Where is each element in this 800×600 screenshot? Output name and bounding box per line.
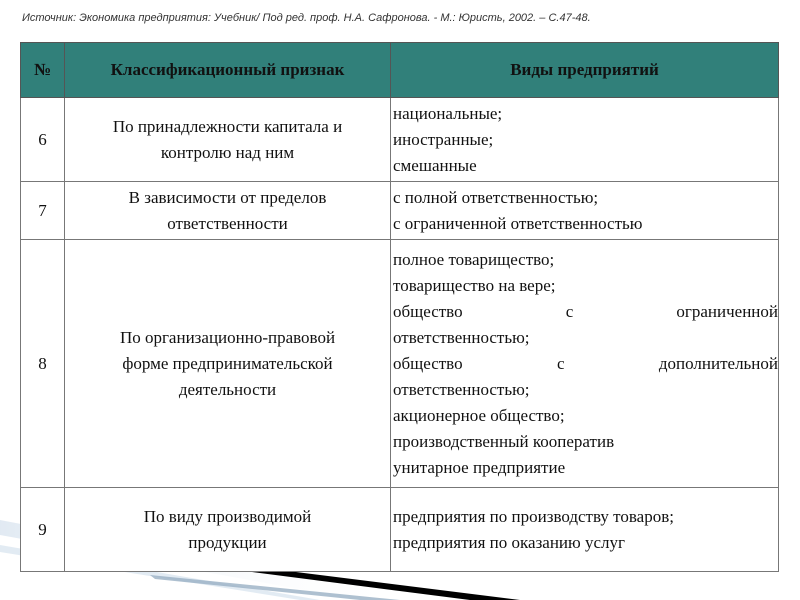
type-item: ответственностью; bbox=[393, 327, 530, 347]
classification-table bbox=[20, 42, 779, 572]
row-number: 7 bbox=[21, 182, 65, 240]
type-item-word: общество bbox=[393, 301, 463, 321]
criterion-line: По организационно-правовой bbox=[119, 327, 336, 347]
type-item-justified bbox=[393, 351, 778, 377]
type-item: с полной ответственностью; bbox=[393, 187, 599, 207]
row-types bbox=[391, 98, 779, 182]
type-item: смешанные bbox=[393, 155, 477, 175]
type-item: национальные; bbox=[393, 103, 503, 123]
criterion-line: контролю над ним bbox=[160, 142, 295, 162]
type-item: акционерное общество; bbox=[393, 405, 565, 425]
criterion-line: продукции bbox=[188, 532, 267, 552]
row-types bbox=[391, 488, 779, 572]
type-item-word: дополнительной bbox=[658, 353, 778, 373]
criterion-line: По принадлежности капитала и bbox=[112, 116, 343, 136]
row-number: 9 bbox=[21, 488, 65, 572]
row-types bbox=[391, 240, 779, 488]
type-item: иностранные; bbox=[393, 129, 494, 149]
type-item: унитарное предприятие bbox=[393, 457, 566, 477]
row-criterion bbox=[65, 182, 391, 240]
table-header-row bbox=[21, 43, 779, 98]
table-row bbox=[21, 182, 779, 240]
type-item-word: с bbox=[556, 353, 565, 373]
row-criterion bbox=[65, 98, 391, 182]
table-row bbox=[21, 98, 779, 182]
source-citation: Источник: Экономика предприятия: Учебник/ Под ред. проф. Н.А. Сафронова. - М.: Юристь, 2002. – С.47-48. bbox=[22, 12, 591, 24]
type-item: товарищество на вере; bbox=[393, 275, 556, 295]
row-number: 6 bbox=[21, 98, 65, 182]
criterion-line: форме предпринимательской bbox=[122, 353, 333, 373]
criterion-line: По виду производимой bbox=[143, 506, 312, 526]
criterion-line: В зависимости от пределов bbox=[128, 187, 327, 207]
type-item-word: ограниченной bbox=[676, 301, 778, 321]
type-item: предприятия по производству товаров; bbox=[393, 506, 674, 526]
type-item: ответственностью; bbox=[393, 379, 530, 399]
type-item: предприятия по оказанию услуг bbox=[393, 532, 625, 552]
type-item-word: с bbox=[565, 301, 574, 321]
type-item-justified bbox=[393, 299, 778, 325]
type-item: производственный кооператив bbox=[393, 431, 615, 451]
header-types: Виды предприятий bbox=[391, 43, 779, 98]
header-criterion: Классификационный признак bbox=[65, 43, 391, 98]
table-row bbox=[21, 240, 779, 488]
type-item-word: общество bbox=[393, 353, 463, 373]
row-criterion bbox=[65, 240, 391, 488]
criterion-line: деятельности bbox=[178, 379, 277, 399]
type-item: полное товарищество; bbox=[393, 249, 555, 269]
criterion-line: ответственности bbox=[167, 213, 288, 233]
row-number: 8 bbox=[21, 240, 65, 488]
header-num: № bbox=[21, 43, 65, 98]
table-row bbox=[21, 488, 779, 572]
row-types bbox=[391, 182, 779, 240]
type-item: с ограниченной ответственностью bbox=[393, 213, 643, 233]
row-criterion bbox=[65, 488, 391, 572]
